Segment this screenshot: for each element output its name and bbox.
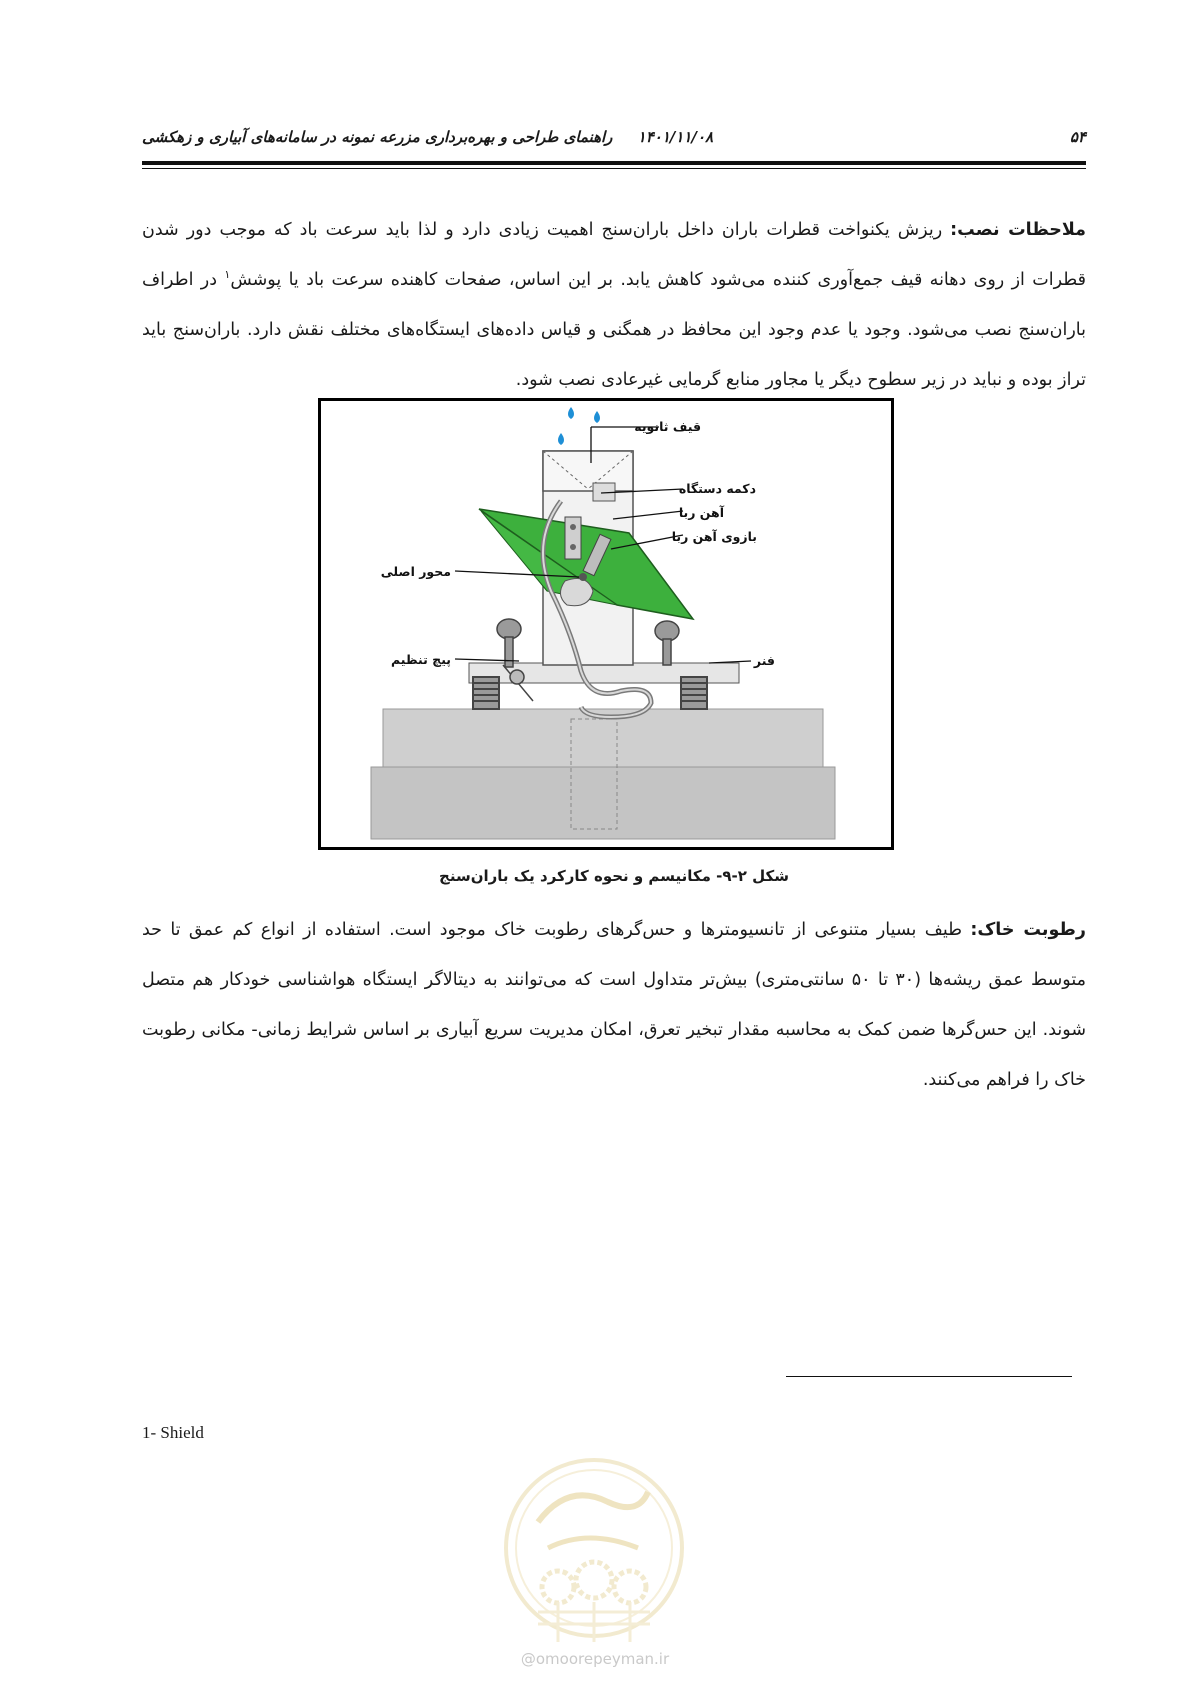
header-title: راهنمای طراحی و بهره‌برداری مزرعه نمونه در سامانه‌های آبیاری و زهکشی bbox=[142, 128, 613, 146]
watermark-site: @omoorepeyman.ir bbox=[520, 1650, 670, 1668]
rain-drop bbox=[594, 411, 600, 423]
paragraph2-text: طیف بسیار متنوعی از تانسیومترها و حس‌گرهای رطوبت خاک موجود است. استفاده از انواع کم عمق تا حد متوسط عمق ریشه‌ها (۳۰ تا ۵۰ سانتی‌متری) بیش‌تر متداول است که می‌توانند به دیتالاگر ایستگاه هواشناسی خودکار هم متصل شوند. این حس‌گرها ضمن کمک به محاسبه مقدار تبخیر تعرق، امکان مدیریت سریع آبیاری بر اساس شرایط زمانی- مکانی رطوبت خاک را فراهم می‌کنند. bbox=[142, 920, 1087, 1090]
rain-gauge-figure bbox=[318, 398, 894, 850]
figure-caption: شکل ۲-۹- مکانیسم و نحوه کارکرد یک باران‌سنج bbox=[439, 867, 789, 885]
paragraph1-text-b: در اطراف باران‌سنج نصب می‌شود. وجود یا عدم وجود این محافظ در همگنی و قیاس داده‌های ایستگاه‌های مختلف نقش دارد. باران‌سنج باید تراز بوده و نباید در زیر سطوح دیگر یا مجاور منابع گرمایی غیرعادی نصب شود. bbox=[142, 270, 1086, 390]
stopper-right bbox=[655, 621, 679, 665]
rain-drop bbox=[558, 433, 564, 445]
spring-left bbox=[473, 677, 499, 709]
watermark-logo bbox=[498, 1452, 690, 1667]
label-main-axis: محور اصلی bbox=[380, 564, 451, 579]
paragraph-soil-moisture bbox=[142, 905, 1086, 1105]
paragraph1-text-a: ریزش یکنواخت قطرات باران داخل باران‌سنج اهمیت زیادی دارد و لذا باید سرعت باد که موجب دور شدن قطرات از روی دهانه قیف جمع‌آوری کننده می‌شود کاهش یابد. بر این اساس، صفحات کاهنده سرعت باد یا پوشش bbox=[142, 220, 1086, 290]
rain-drop bbox=[568, 407, 574, 419]
paragraph2-lead: رطوبت خاک: bbox=[970, 920, 1086, 940]
secondary-funnel bbox=[543, 451, 633, 491]
footnote-reference[interactable]: ۱ bbox=[224, 268, 231, 282]
label-magnet: آهن ربا bbox=[678, 505, 724, 520]
spring-right bbox=[681, 677, 707, 709]
label-device-button: دکمه دستگاه bbox=[678, 481, 756, 496]
footnote-separator bbox=[786, 1376, 1072, 1377]
header-rule-thin bbox=[142, 168, 1086, 169]
label-magnet-arm: بازوی آهن ربا bbox=[671, 529, 757, 544]
label-spring: فنر bbox=[753, 653, 775, 668]
rain-drops bbox=[558, 407, 600, 445]
footnote: 1- Shield bbox=[142, 1423, 204, 1442]
header-date: ۱۴۰۱/۱۱/۰۸ bbox=[637, 128, 714, 146]
base-lower-block bbox=[371, 767, 835, 839]
paragraph-installation-notes bbox=[142, 205, 1086, 405]
magnet-bracket bbox=[565, 517, 581, 559]
page-number: ۵۴ bbox=[1069, 128, 1086, 146]
main-axis-pivot bbox=[579, 573, 587, 581]
header-title-line bbox=[142, 128, 713, 146]
running-header bbox=[142, 128, 1086, 154]
label-adjust-screw: پیچ تنظیم bbox=[390, 652, 451, 667]
header-rule-thick bbox=[142, 161, 1086, 165]
label-secondary-funnel: قیف ثانویه bbox=[634, 419, 701, 434]
paragraph1-lead: ملاحظات نصب: bbox=[950, 220, 1087, 240]
rain-gauge-diagram bbox=[321, 401, 891, 847]
